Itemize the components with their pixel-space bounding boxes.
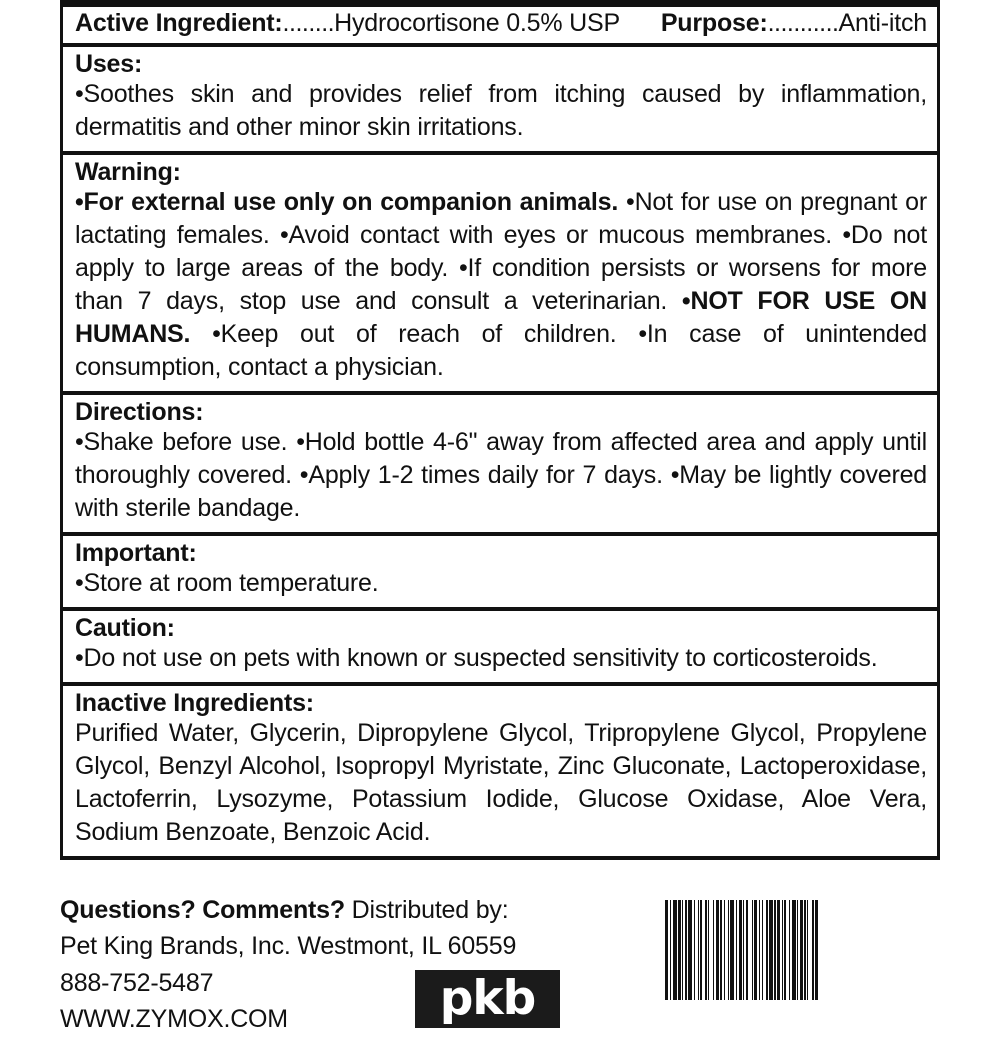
barcode <box>665 900 945 1000</box>
panel-top-rule <box>63 0 937 7</box>
purpose-value: Anti-itch <box>838 9 927 37</box>
section-body-warning: •For external use only on companion animals. •Not for use on pregnant or lactating females. •Avoid contact with eyes or mucous membranes. •Do not apply to large areas of the body. •If condition persists or worsens for more than 7 days, stop use and consult a veterinarian. •NOT FOR USE ON HUMANS. •Keep out of reach of children. •In case of unintended consumption, contact a physician. <box>75 188 927 381</box>
section-title-uses: Uses: <box>75 50 143 78</box>
purpose-label: Purpose: <box>660 9 768 37</box>
section-body-important: •Store at room temperature. <box>75 569 379 597</box>
section-directions <box>63 395 937 532</box>
footer-questions-line <box>60 892 660 928</box>
section-body-inactive-ingredients: Purified Water, Glycerin, Dipropylene Glycol, Tripropylene Glycol, Propylene Glycol, Benzyl Alcohol, Isopropyl Myristate, Zinc Gluconate, Lactoperoxidase, Lactoferrin, Lysozyme, Potassium Iodide, Glucose Oxidase, Aloe Vera, Sodium Benzoate, Benzoic Acid. <box>75 719 927 846</box>
section-body-directions: •Shake before use. •Hold bottle 4-6" away from affected area and apply until thoroughly covered. •Apply 1-2 times daily for 7 days. •May be lightly covered with sterile bandage. <box>75 428 927 522</box>
section-title-caution: Caution: <box>75 614 175 642</box>
section-title-directions: Directions: <box>75 398 204 426</box>
active-ingredient-dots: ........ <box>282 9 335 37</box>
label-footer <box>60 890 940 1033</box>
purpose-dots: ........... <box>767 9 839 37</box>
footer-distributed-by: Distributed by: <box>351 896 509 924</box>
section-warning <box>63 155 937 391</box>
active-ingredient-row <box>63 7 937 43</box>
drug-facts-panel <box>60 0 940 860</box>
section-title-inactive-ingredients: Inactive Ingredients: <box>75 689 314 717</box>
footer-questions: Questions? Comments? <box>60 896 345 924</box>
pkb-logo: pkb <box>415 970 560 1028</box>
section-caution <box>63 611 937 682</box>
active-ingredient-left <box>75 9 647 38</box>
section-body-caution: •Do not use on pets with known or suspected sensitivity to corticosteroids. <box>75 644 878 672</box>
footer-company: Pet King Brands, Inc. Westmont, IL 60559 <box>60 932 517 961</box>
active-ingredient-value: Hydrocortisone 0.5% USP <box>334 9 620 37</box>
section-title-important: Important: <box>75 539 197 567</box>
section-inactive-ingredients <box>63 686 937 856</box>
footer-contact-block <box>60 892 660 1037</box>
active-ingredient-label: Active Ingredient: <box>75 9 283 37</box>
section-title-warning: Warning: <box>75 158 181 186</box>
footer-phone: 888-752-5487 <box>60 968 214 997</box>
purpose-group <box>647 9 927 38</box>
section-body-uses: •Soothes skin and provides relief from itching caused by inflammation, dermatitis and other minor skin irritations. <box>75 80 927 141</box>
section-uses <box>63 47 937 151</box>
panel-bottom-rule <box>63 856 937 860</box>
footer-website: WWW.ZYMOX.COM <box>60 1004 288 1033</box>
section-important <box>63 536 937 607</box>
